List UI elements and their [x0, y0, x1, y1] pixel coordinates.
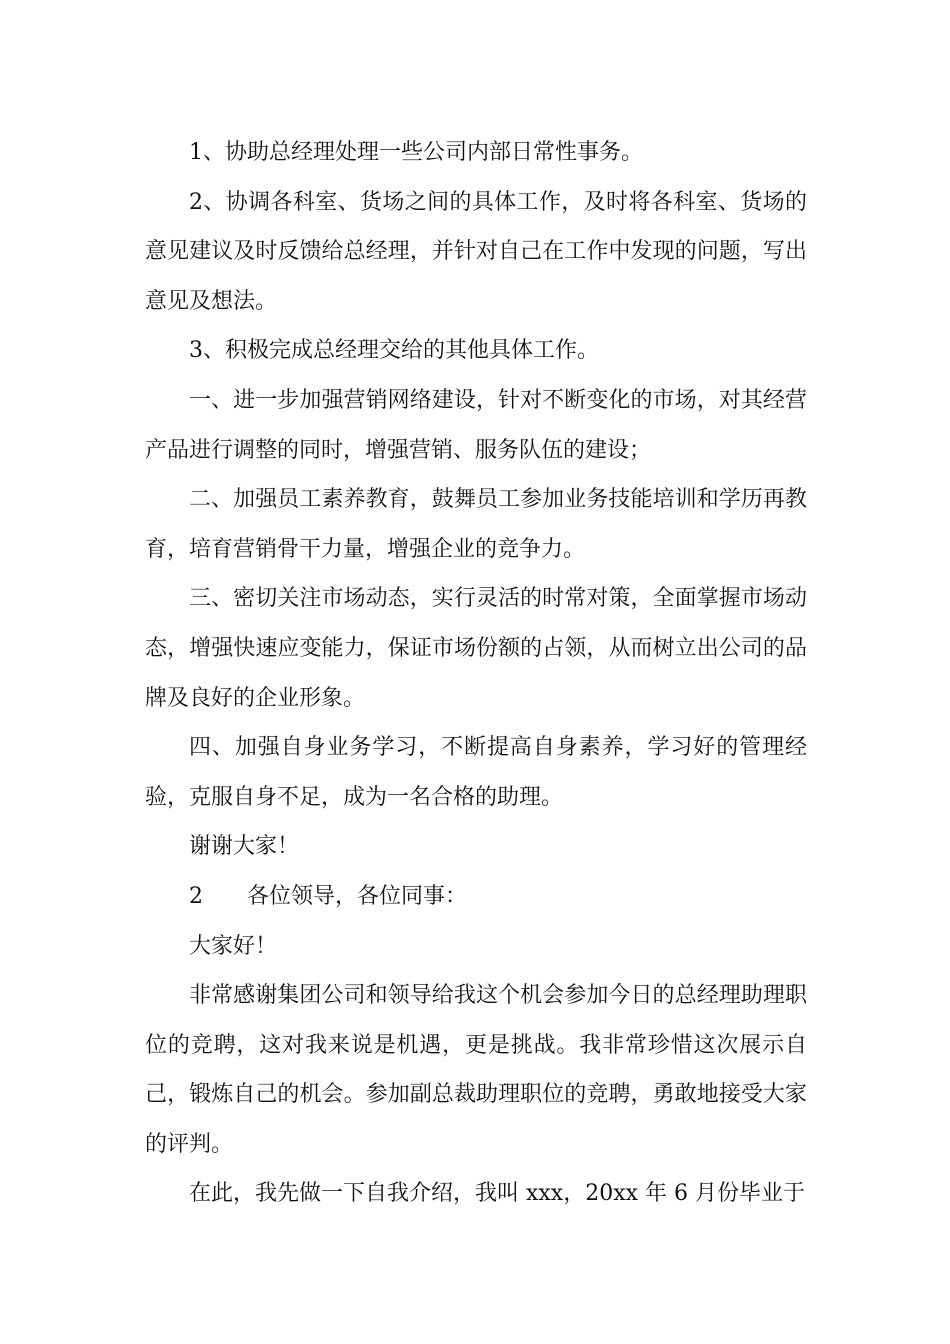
document-body	[145, 128, 807, 1219]
paragraph-plan-2: 二、加强员工素养教育，鼓舞员工参加业务技能培训和学历再教育，培育营销骨干力量，增强企业的竞争力。	[145, 487, 807, 562]
section-greeting: 各位领导，各位同事：	[247, 883, 468, 909]
paragraph-intro: 在此，我先做一下自我介绍，我叫 xxx，20xx 年 6 月份毕业于	[189, 1181, 806, 1207]
paragraph-plan-1: 一、进一步加强营销网络建设，针对不断变化的市场，对其经营产品进行调整的同时，增强营销、服务队伍的建设；	[145, 387, 807, 463]
section-header	[145, 872, 807, 922]
section-number: 2	[189, 883, 203, 909]
paragraph-hello: 大家好！	[189, 933, 278, 959]
paragraph-plan-4: 四、加强自身业务学习，不断提高自身素养，学习好的管理经验，克服自身不足，成为一名合格的助理。	[145, 735, 807, 810]
paragraph-plan-3: 三、密切关注市场动态，实行灵活的时常对策，全面掌握市场动态，增强快速应变能力，保证市场份额的占领，从而树立出公司的品牌及良好的企业形象。	[145, 586, 807, 711]
paragraph-thanks: 谢谢大家！	[189, 834, 300, 860]
paragraph-duty-1: 1、协助总经理处理一些公司内部日常性事务。	[189, 140, 643, 165]
paragraph-gratitude: 非常感谢集团公司和领导给我这个机会参加今日的总经理助理职位的竞聘，这对我来说是机遇，更是挑战。我非常珍惜这次展示自己，锻炼自己的机会。参加副总裁助理职位的竞聘，勇敢地接受大家的评判。	[145, 983, 807, 1157]
paragraph-duty-2: 2、协调各科室、货场之间的具体工作，及时将各科室、货场的意见建议及时反馈给总经理，并针对自己在工作中发现的问题，写出意见及想法。	[145, 189, 807, 314]
paragraph-duty-3: 3、积极完成总经理交给的其他具体工作。	[189, 338, 599, 364]
